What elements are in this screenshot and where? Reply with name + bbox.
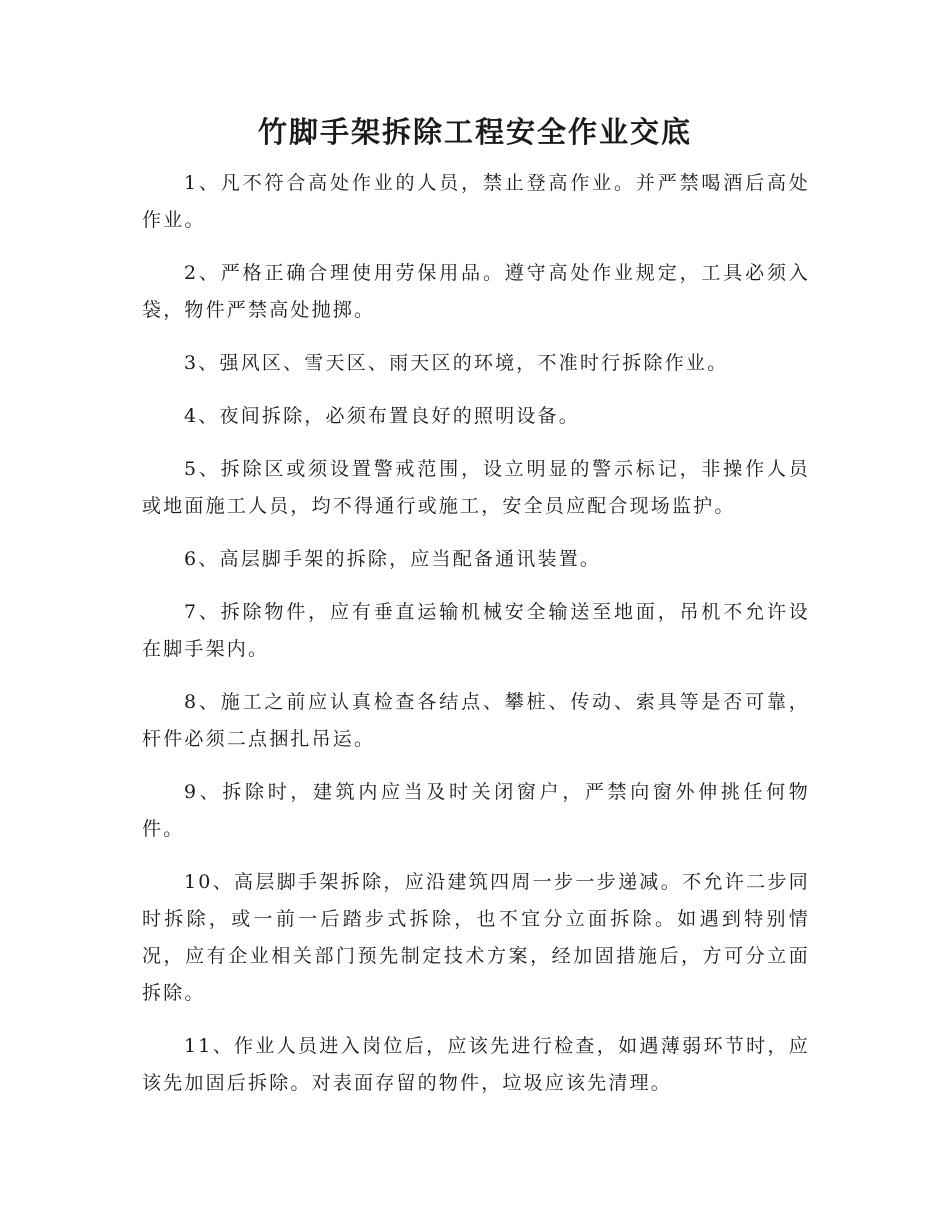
document-body bbox=[142, 165, 810, 1118]
paragraph-10: 10、高层脚手架拆除，应沿建筑四周一步一步递减。不允许二步同时拆除，或一前一后踏步式拆除，也不宜分立面拆除。如遇到特别情况，应有企业相关部门预先制定技术方案，经加固措施后，方可分立面拆除。 bbox=[142, 871, 810, 1004]
paragraph-7: 7、拆除物件，应有垂直运输机械安全输送至地面，吊机不允许设在脚手架内。 bbox=[142, 601, 810, 660]
paragraph-2: 2、严格正确合理使用劳保用品。遵守高处作业规定，工具必须入袋，物件严禁高处抛掷。 bbox=[142, 262, 810, 321]
paragraph-4: 4、夜间拆除，必须布置良好的照明设备。 bbox=[184, 405, 580, 427]
paragraph-6: 6、高层脚手架的拆除，应当配备通讯装置。 bbox=[184, 548, 602, 570]
paragraph-11: 11、作业人员进入岗位后，应该先进行检查，如遇薄弱环节时，应该先加固后拆除。对表面存留的物件，垃圾应该先清理。 bbox=[142, 1035, 810, 1094]
document-title: 竹脚手架拆除工程安全作业交底 bbox=[257, 115, 692, 149]
paragraph-9: 9、拆除时，建筑内应当及时关闭窗户，严禁向窗外伸挑任何物件。 bbox=[142, 781, 810, 840]
paragraph-5: 5、拆除区或须设置警戒范围，设立明显的警示标记，非操作人员或地面施工人员，均不得通行或施工，安全员应配合现场监护。 bbox=[142, 458, 810, 517]
paragraph-1: 1、凡不符合高处作业的人员，禁止登高作业。并严禁喝酒后高处作业。 bbox=[142, 172, 810, 231]
paragraph-3: 3、强风区、雪天区、雨天区的环境，不准时行拆除作业。 bbox=[184, 352, 729, 374]
paragraph-8: 8、施工之前应认真检查各结点、攀桩、传动、索具等是否可靠，杆件必须二点捆扎吊运。 bbox=[142, 691, 810, 750]
